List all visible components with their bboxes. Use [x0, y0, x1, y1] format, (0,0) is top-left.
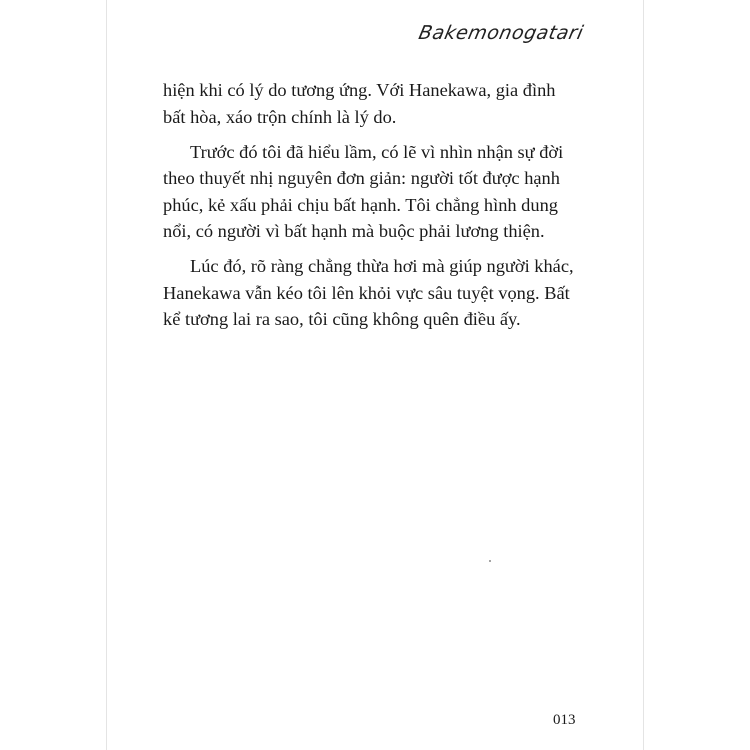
paragraph-1: hiện khi có lý do tương ứng. Với Hanekawa, gia đình bất hòa, xáo trộn chính là lý do.	[163, 80, 556, 127]
paragraph-3: Lúc đó, rõ ràng chẳng thừa hơi mà giúp người khác, Hanekawa vẫn kéo tôi lên khỏi vực sâu tuyệt vọng. Bất kể tương lai ra sao, tôi cũng không quên điều ấy.	[163, 256, 574, 329]
running-head: Bakemonogatari	[416, 22, 586, 44]
body-text	[163, 77, 593, 341]
print-speck	[489, 560, 491, 562]
paragraph-2: Trước đó tôi đã hiểu lầm, có lẽ vì nhìn nhận sự đời theo thuyết nhị nguyên đơn giản: người tốt được hạnh phúc, kẻ xấu phải chịu bất hạnh. Tôi chẳng hình dung nổi, có người vì bất hạnh mà buộc phải lương thiện.	[163, 141, 564, 241]
page-number: 013	[553, 712, 576, 728]
